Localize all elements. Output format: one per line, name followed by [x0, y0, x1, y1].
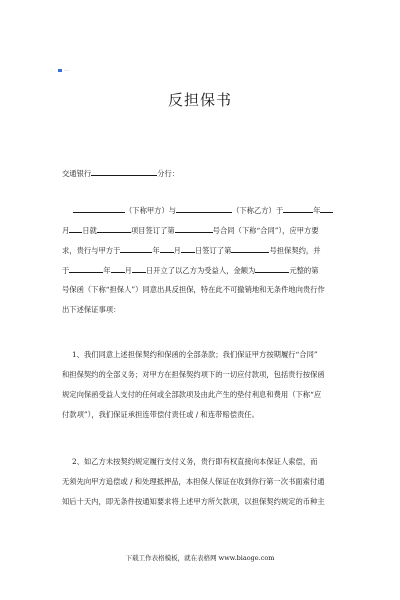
- intro-text: 日开立了以乙方为受益人，金额为: [145, 266, 256, 275]
- header-mark: [58, 69, 70, 72]
- intro-text: 月: [62, 226, 70, 235]
- intro-text: 号担保契约，并: [269, 246, 321, 255]
- intro-text: 月: [124, 266, 132, 275]
- page-title: 反担保书: [167, 91, 232, 109]
- intro-line-3: [62, 245, 352, 255]
- intro-line-2: [62, 225, 352, 235]
- year-blank: [120, 245, 152, 253]
- contract-no-blank: [175, 225, 213, 233]
- bank-branch-blank: [91, 168, 157, 176]
- month-blank: [111, 265, 125, 273]
- header-dot-icon: [58, 69, 62, 72]
- party-b-blank: [176, 205, 232, 213]
- day-blank: [132, 265, 146, 273]
- year-blank: [69, 265, 103, 273]
- project-blank: [97, 225, 131, 233]
- intro-text: （下称甲方）与: [125, 206, 177, 215]
- clause-2-line: 知后十天内，即无条件按通知要求将上述甲方所欠款项，以担保契约规定的币种主: [62, 497, 325, 506]
- intro-line-4: [62, 265, 352, 275]
- day-blank: [181, 245, 195, 253]
- party-a-blank: [73, 205, 125, 213]
- addressee-line: [62, 168, 352, 178]
- intro-text: 项目签订了第: [130, 226, 175, 235]
- clause-2-line: 无须先向甲方追偿或 / 和处理抵押品，本担保人保证在收到你行第一次书面索付通: [62, 477, 325, 486]
- clause-1-line: 付款项”），我们保证承担连带偿付责任或 / 和连带赔偿责任。: [62, 410, 259, 419]
- intro-text: 于: [62, 266, 70, 275]
- intro-text: 年: [152, 246, 160, 255]
- clause-1-line: 规定向保函受益人支付的任何或全部款项及由此产生的垫付利息和费用（下称“应: [62, 390, 322, 399]
- header-mark-label: ——: [64, 68, 70, 72]
- clause-1-line: 1、我们同意上述担保契约和保函的全部条款；我们保证甲方按期履行“合同”: [72, 350, 318, 359]
- bank-suffix: 分行：: [157, 169, 180, 178]
- year-blank: [283, 205, 313, 213]
- month-blank: [160, 245, 174, 253]
- clause-2-line: 2、如乙方未按契约规定履行支付义务，贵行即有权直接向本保证人索偿，而: [72, 457, 318, 466]
- intro-text: 日就: [82, 226, 97, 235]
- intro-line-5: 号保函（下称“担保人”）同意出具反担保，特在此不可撤销地和无条件地向贵行作: [62, 285, 325, 294]
- intro-text: 年: [103, 266, 111, 275]
- guarantee-no-blank: [231, 245, 269, 253]
- month-blank: [320, 205, 333, 213]
- intro-text: 元整的第: [289, 266, 319, 275]
- intro-text: 号合同（下称“合同”），应甲方要: [212, 226, 319, 235]
- clause-1-line: 和担保契约的全部义务；对甲方在担保契约项下的一切应付款项，包括贵行按保函: [62, 370, 325, 379]
- intro-line-1: [73, 205, 353, 215]
- intro-text: 月: [173, 246, 181, 255]
- intro-text: （下称乙方）于: [232, 206, 284, 215]
- intro-text: 求，贵行与甲方于: [62, 246, 121, 255]
- intro-text: 年: [313, 206, 321, 215]
- intro-text: 日签订了第: [194, 246, 232, 255]
- day-blank: [69, 225, 82, 233]
- amount-blank: [255, 265, 289, 273]
- footer-note: 下载工作表格模板，就在表格网 www.biaoge.com: [125, 554, 275, 562]
- bank-prefix: 交通银行: [62, 169, 92, 178]
- intro-line-6: 出下述保证事项：: [62, 305, 121, 314]
